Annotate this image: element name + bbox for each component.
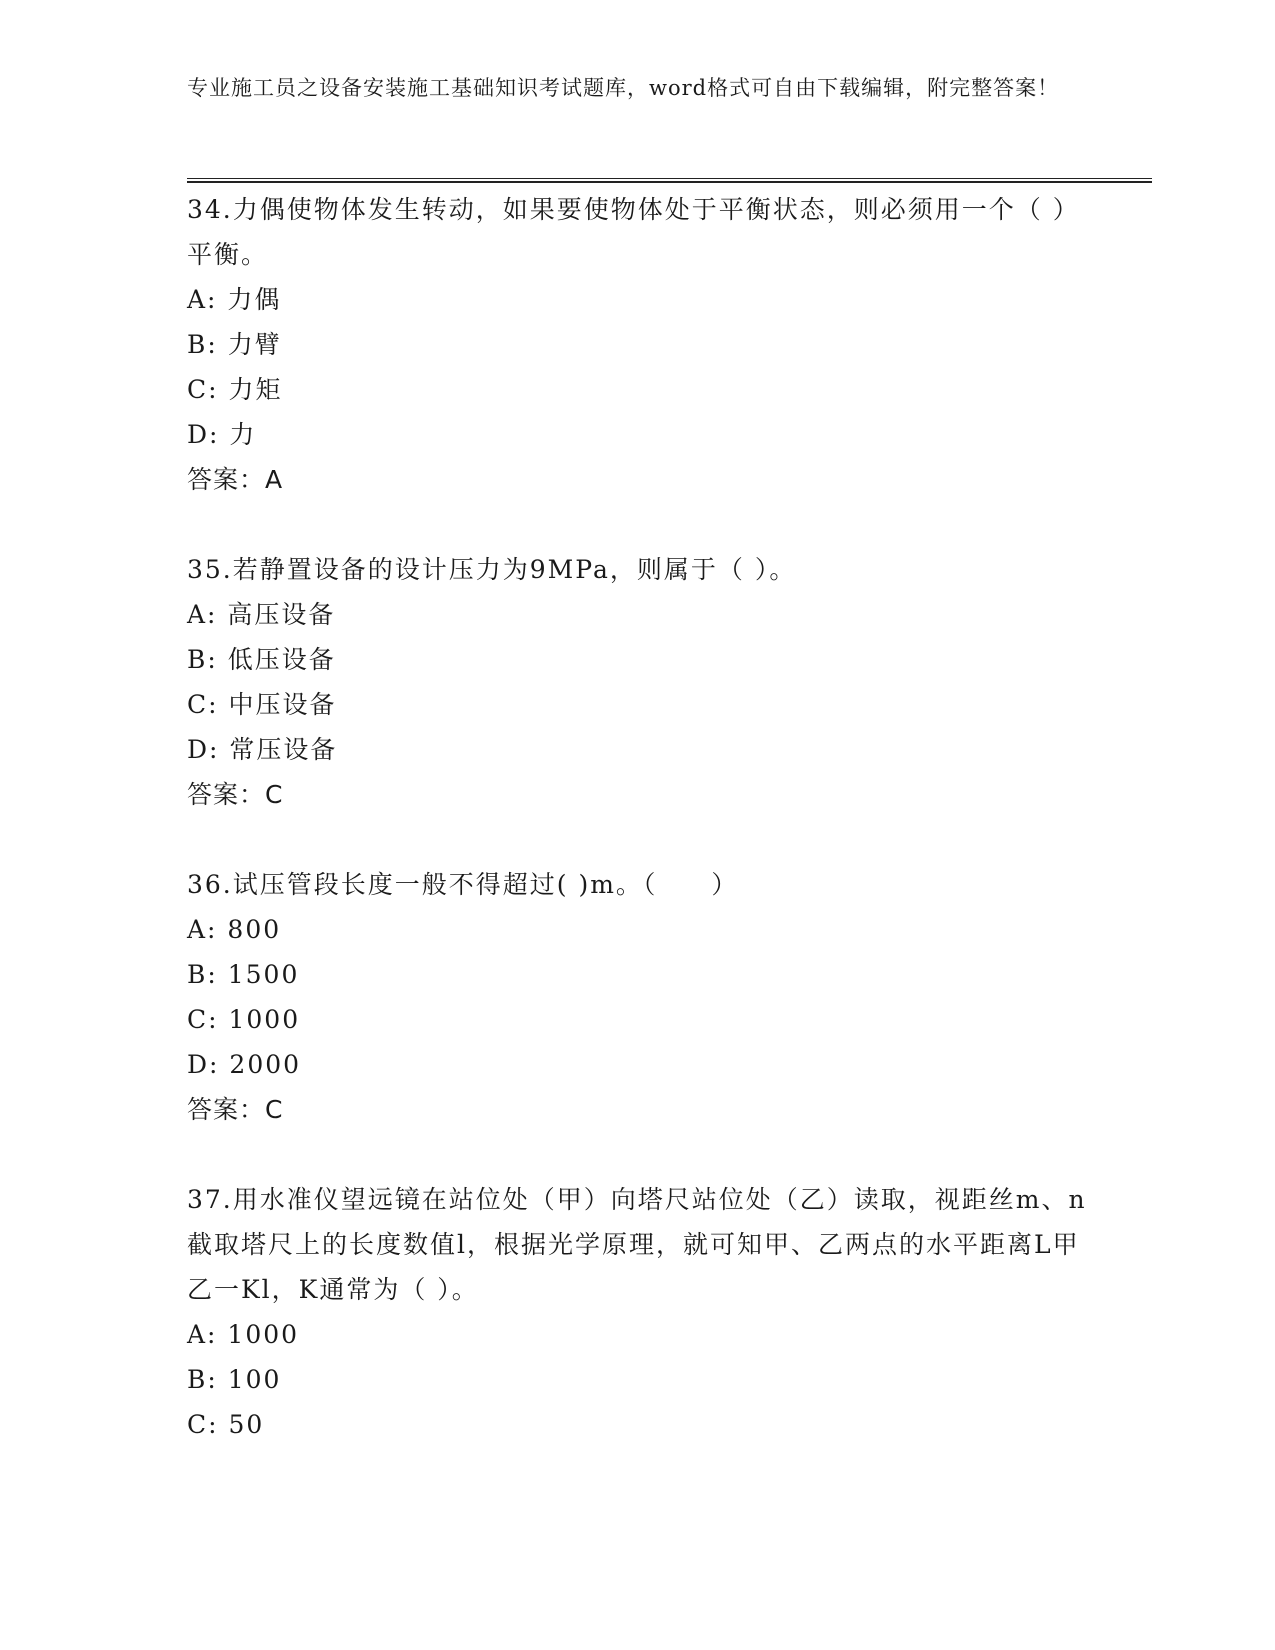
option-d: D: 常压设备 [187,735,338,764]
option-a: A: 800 [187,915,282,944]
option-b: B: 1500 [187,960,300,989]
document-header: 专业施工员之设备安装施工基础知识考试题库，word格式可自由下载编辑，附完整答案！ [187,76,1060,100]
question-36 [187,862,1087,1132]
question-34 [187,187,1087,502]
question-stem: 35.若静置设备的设计压力为9MPa，则属于（ ）。 [187,555,797,584]
option-b: B: 低压设备 [187,645,336,674]
option-b: B: 力臂 [187,330,282,359]
header-divider-thin [187,178,1152,179]
question-gap [187,1132,1087,1177]
header-divider-thick [187,181,1152,183]
option-b: B: 100 [187,1365,282,1394]
option-c: C: 力矩 [187,375,283,404]
option-d: D: 力 [187,420,257,449]
question-gap [187,502,1087,547]
question-37 [187,1177,1087,1447]
question-gap [187,817,1087,862]
option-c: C: 中压设备 [187,690,337,719]
option-a: A: 力偶 [187,285,282,314]
option-d: D: 2000 [187,1050,302,1079]
answer-line: 答案：C [187,780,284,809]
option-a: A: 高压设备 [187,600,336,629]
question-stem: 34.力偶使物体发生转动，如果要使物体处于平衡状态，则必须用一个（ ）平衡。 [187,195,1080,269]
question-stem: 37.用水准仪望远镜在站位处（甲）向塔尺站位处（乙）读取，视距丝m、n截取塔尺上的长度数值l，根据光学原理，就可知甲、乙两点的水平距离L甲乙一Kl，K通常为（ ）。 [187,1185,1087,1304]
question-35 [187,547,1087,817]
option-c: C: 50 [187,1410,265,1439]
question-stem: 36.试压管段长度一般不得超过( )m。（ ） [187,870,739,899]
answer-line: 答案：A [187,465,284,494]
option-a: A: 1000 [187,1320,300,1349]
answer-line: 答案：C [187,1095,284,1124]
question-list [187,187,1087,1447]
option-c: C: 1000 [187,1005,301,1034]
